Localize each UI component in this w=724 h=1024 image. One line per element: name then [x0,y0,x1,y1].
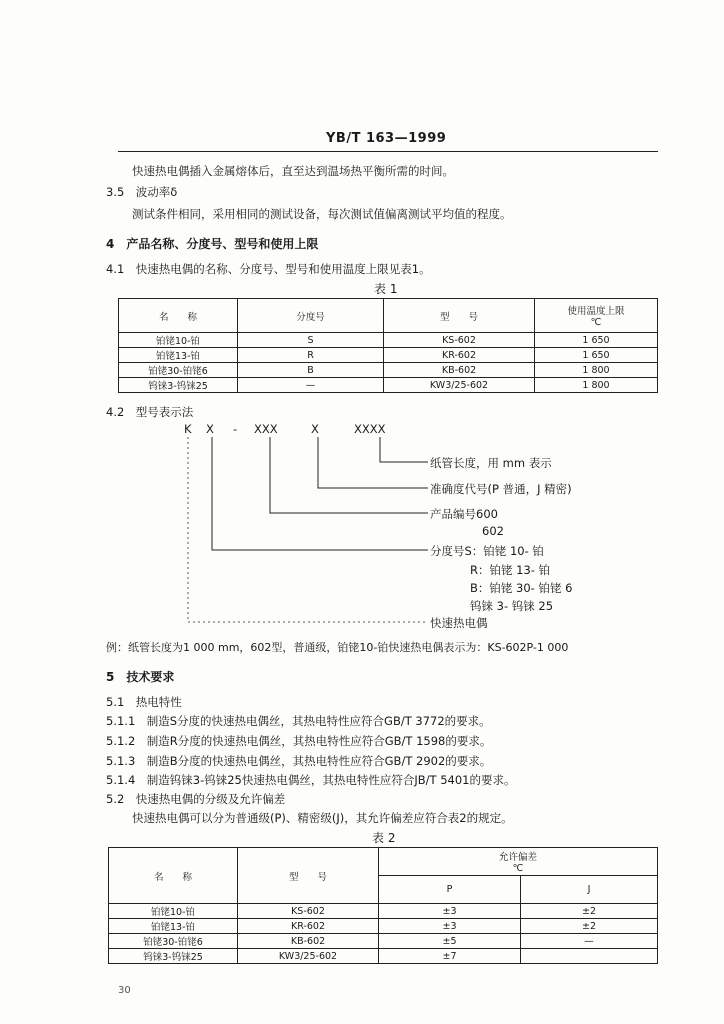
table2-cell: 钨铼3-钨铼25 [109,949,238,964]
section-3-5-title: 3.5 波动率δ [106,185,178,199]
table1-cell: S [238,333,384,348]
table1-cell: R [238,348,384,363]
table-row [109,919,658,934]
table1-cell: KB-602 [384,363,535,378]
table2-header-j: J [521,876,658,904]
table2-cell: KR-602 [238,919,379,934]
section-4-1-text: 4.1 快速热电偶的名称、分度号、型号和使用温度上限见表1。 [106,262,431,276]
table1-header-limit-label: 使用温度上限 [567,306,625,317]
intro-text: 快速热电偶插入金属熔体后，直至达到温场热平衡所需的时间。 [132,164,454,178]
table2-header-model: 型 号 [238,848,379,904]
diagram-label-grade-w: 钨铼 3- 钨铼 25 [470,599,554,613]
diagram-x1: X [206,422,214,436]
table2-cell: ±2 [521,904,658,919]
table1-header-grade: 分度号 [238,299,384,333]
table2-cell: KS-602 [238,904,379,919]
table-row [109,934,658,949]
section-4-2-title: 4.2 型号表示法 [106,405,194,419]
table2-cell: ±3 [379,919,521,934]
table-2 [108,847,658,964]
section-5-1-title: 5.1 热电特性 [106,695,182,709]
table1-header-name: 名 称 [119,299,238,333]
diagram-dash: - [233,422,238,436]
diagram-label-product-no-2: 602 [482,524,504,538]
diagram-k: K [184,422,192,436]
section-3-5-body: 测试条件相同，采用相同的测试设备，每次测试值偏离测试平均值的程度。 [132,207,512,221]
table2-header-p: P [379,876,521,904]
section-5-2-body: 快速热电偶可以分为普通级(P)、精密级(J)，其允许偏差应符合表2的规定。 [132,811,513,825]
diagram-label-accuracy: 准确度代号(P 普通，J 精密) [430,482,572,496]
table1-cell: 1 650 [535,333,658,348]
table1-cell: KS-602 [384,333,535,348]
diagram-label-length: 纸管长度，用 mm 表示 [430,456,552,470]
diagram-label-grade-r: R：铂铑 13- 铂 [470,563,551,577]
section-4-title: 4 产品名称、分度号、型号和使用上限 [106,237,319,251]
table1-cell: — [238,378,384,393]
diagram-xxxx: XXXX [354,422,386,436]
table1-cell: 1 800 [535,363,658,378]
table2-cell: ±7 [379,949,521,964]
table2-cell [521,949,658,964]
table1-header-model: 型 号 [384,299,535,333]
diagram-label-grade-b: B：铂铑 30- 铂铑 6 [470,581,573,595]
diagram-xxx: XXX [254,422,278,436]
section-5-2-title: 5.2 快速热电偶的分级及允许偏差 [106,792,286,806]
table1-cell: KR-602 [384,348,535,363]
example-text: 例：纸管长度为1 000 mm，602型，普通级，铂铑10-铂快速热电偶表示为：KS-602P-1 000 [106,641,569,654]
table2-cell: 铂铑13-铂 [109,919,238,934]
table2-cell: ±5 [379,934,521,949]
table1-caption: 表 1 [374,282,398,296]
table2-cell: ±3 [379,904,521,919]
table1-cell: 铂铑10-铂 [119,333,238,348]
table1-cell: KW3/25-602 [384,378,535,393]
table1-cell: 铂铑13-铂 [119,348,238,363]
table2-cell: KW3/25-602 [238,949,379,964]
section-5-1-4: 5.1.4 制造钨铼3-钨铼25快速热电偶丝，其热电特性应符合JB/T 5401的要求。 [106,773,516,787]
diagram-label-product-type: 快速热电偶 [430,616,488,630]
table2-caption: 表 2 [372,831,396,845]
table1-cell: 铂铑30-铂铑6 [119,363,238,378]
table2-header-row [109,848,658,876]
table1-cell: 钨铼3-钨铼25 [119,378,238,393]
table2-cell: ±2 [521,919,658,934]
table1-header-unit: ℃ [590,317,602,328]
table2-cell: — [521,934,658,949]
section-5-title: 5 技术要求 [106,670,175,684]
table2-header-tolerance-label: 允许偏差 [498,852,537,863]
diagram-connectors [188,437,428,622]
table-row [109,949,658,964]
table2-cell: 铂铑10-铂 [109,904,238,919]
table1-cell: B [238,363,384,378]
section-5-1-3: 5.1.3 制造B分度的快速热电偶丝，其热电特性应符合GB/T 2902的要求。 [106,754,492,768]
section-5-1-1: 5.1.1 制造S分度的快速热电偶丝，其热电特性应符合GB/T 3772的要求。 [106,714,491,728]
diagram-code-letters [184,422,386,436]
table2-cell: KB-602 [238,934,379,949]
table2-header-tolerance [379,848,658,876]
table2-cell: 铂铑30-铂铑6 [109,934,238,949]
standard-code-header: YB/T 163—1999 [326,131,447,146]
diagram-x2: X [311,422,319,436]
table2-header-name: 名 称 [109,848,238,904]
page-number: 30 [118,985,131,996]
section-5-1-2: 5.1.2 制造R分度的快速热电偶丝，其热电特性应符合GB/T 1598的要求。 [106,734,492,748]
diagram-label-grade-s: 分度号S：铂铑 10- 铂 [430,544,544,558]
table1-cell: 1 800 [535,378,658,393]
diagram-label-product-no: 产品编号600 [430,507,498,521]
table-row [109,904,658,919]
table2-header-unit: ℃ [512,863,524,874]
table1-cell: 1 650 [535,348,658,363]
